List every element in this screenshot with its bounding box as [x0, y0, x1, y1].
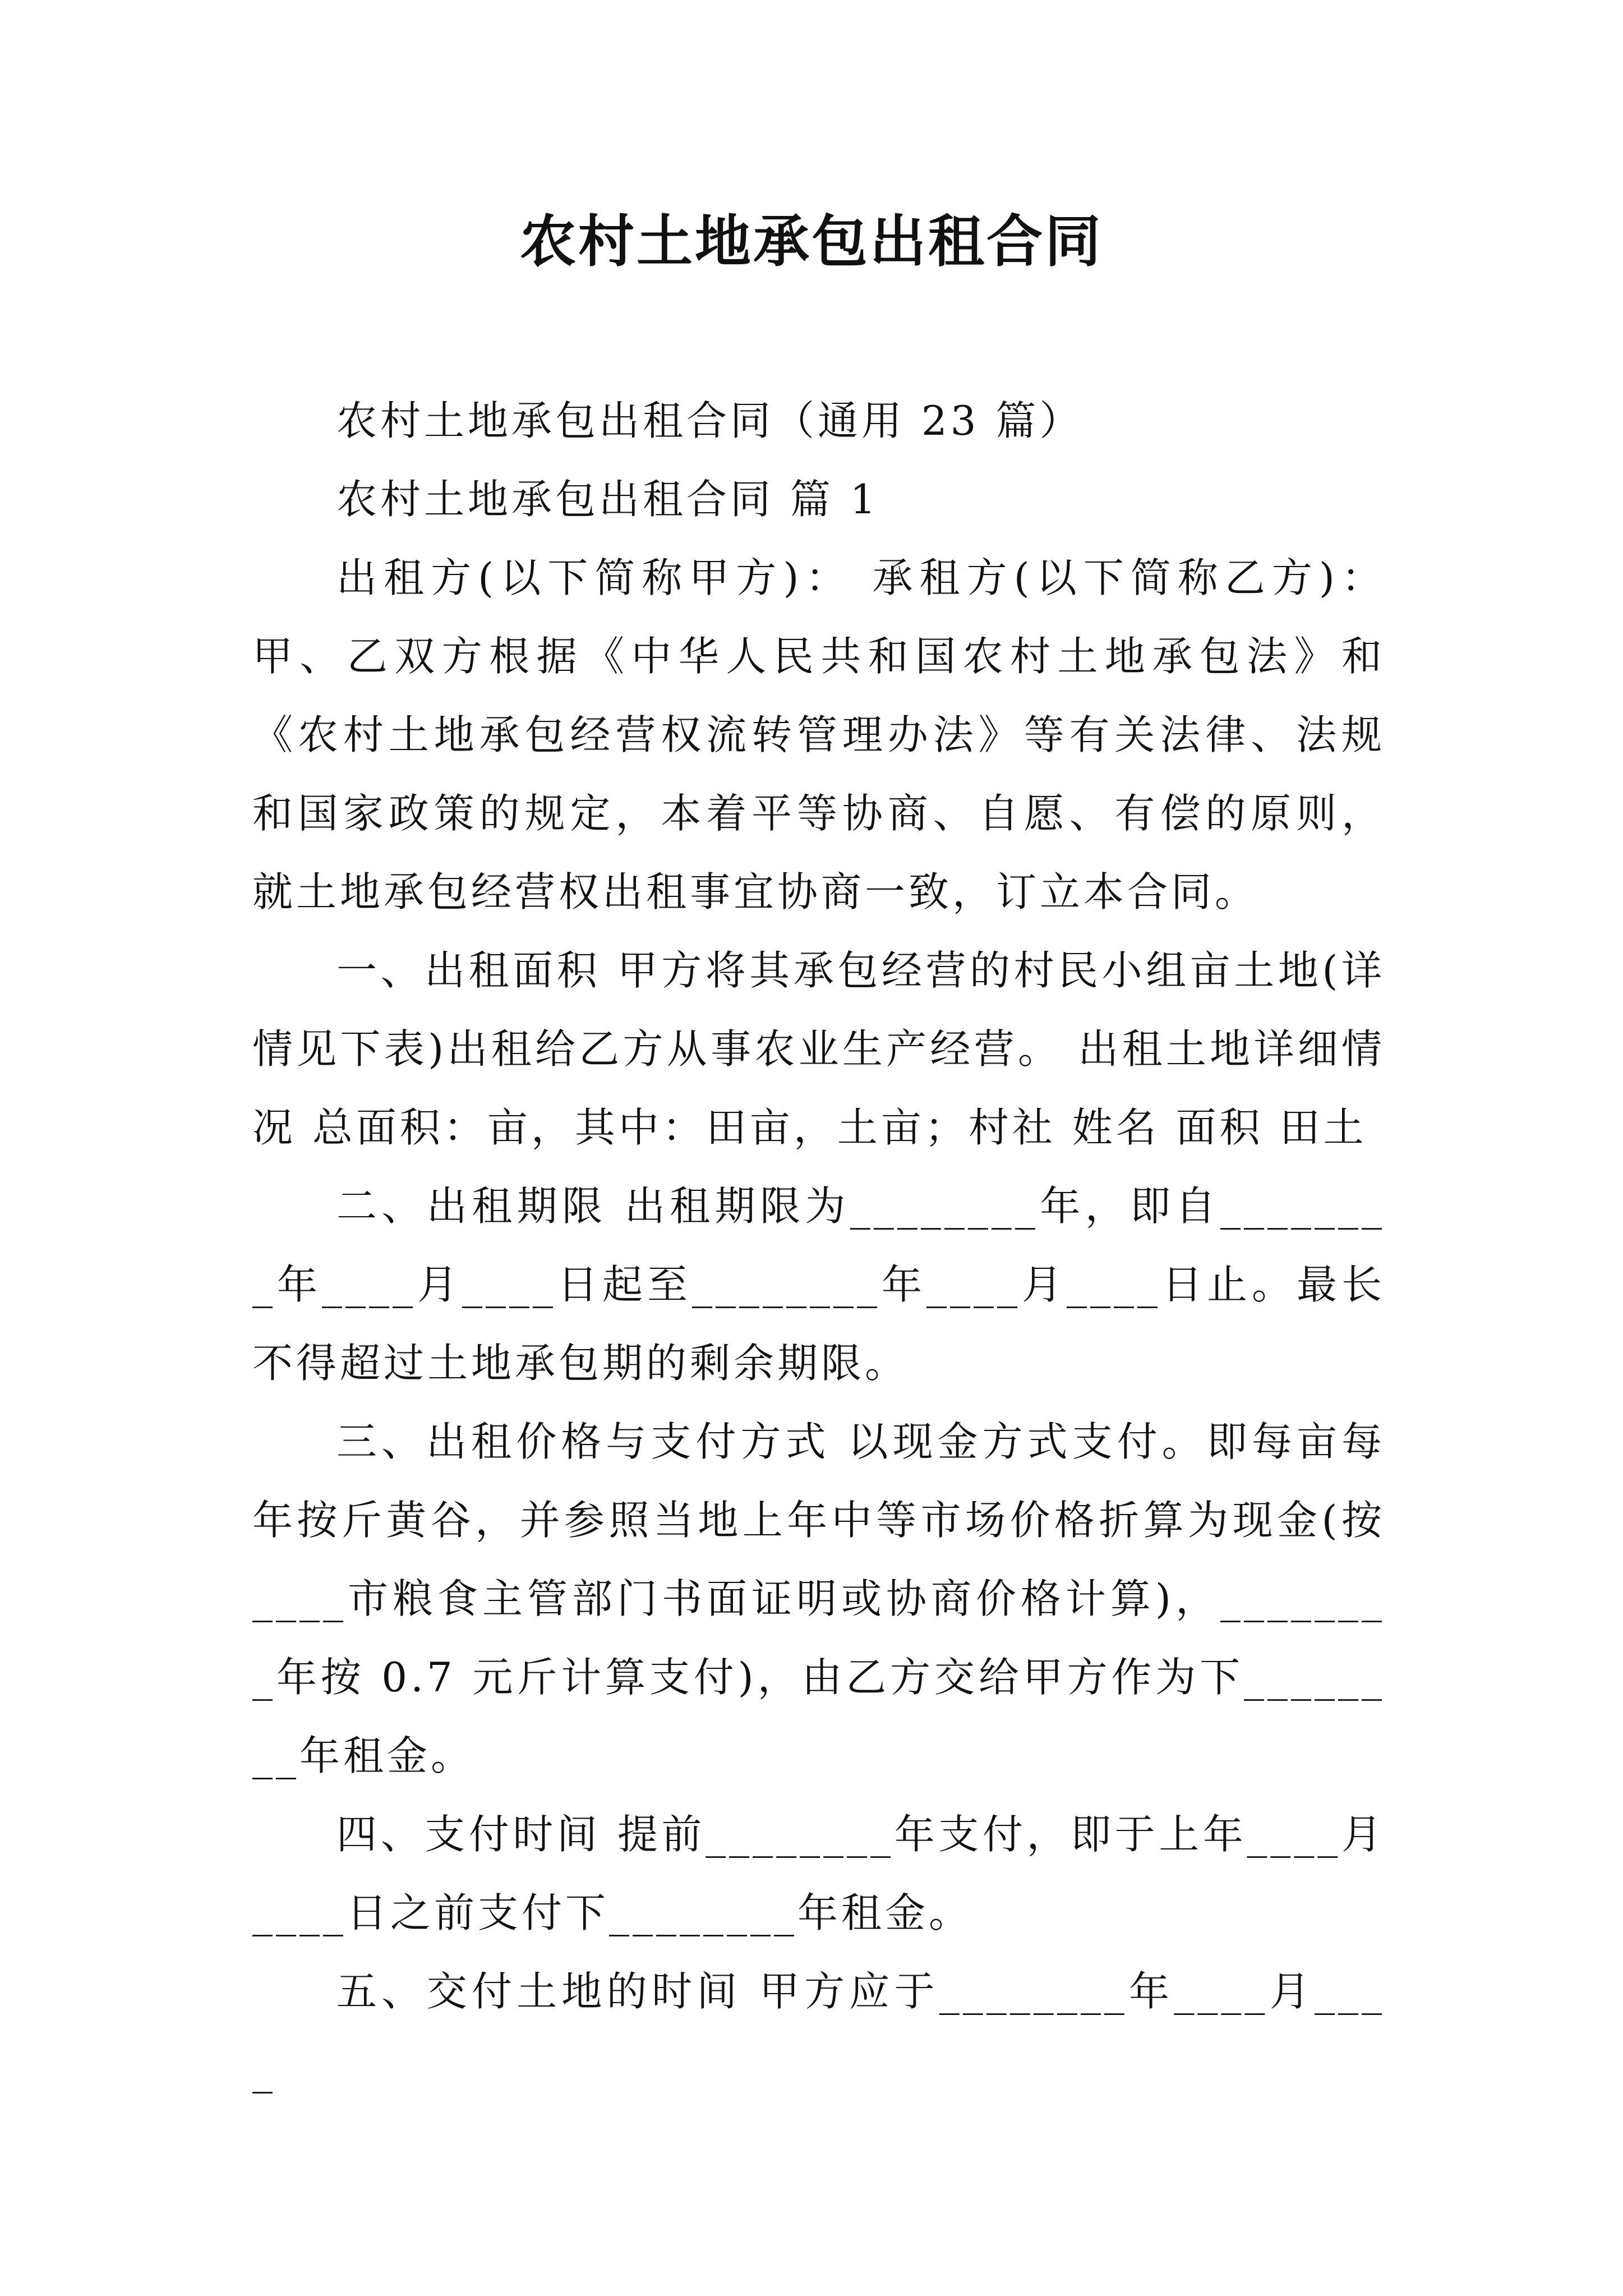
- document-title: 农村土地承包出租合同: [520, 208, 1103, 274]
- paragraph-preamble: 出租方(以下简称甲方)： 承租方(以下简称乙方)： 甲、乙双方根据《中华人民共和国农村土地承包法》和《农村土地承包经营权流转管理办法》等有关法律、法规和国家政策的规定，本着平等协商、自愿、有偿的原则，就土地承包经营权出租事宜协商一致，订立本合同。: [252, 554, 1385, 915]
- paragraph-section-heading: 农村土地承包出租合同 篇 1: [336, 476, 879, 523]
- paragraph-clause-2: 二、出租期限 出租期限为________年，即自________年____月____日起至________年____月____日止。最长不得超过土地承包期的剩余期限。: [252, 1182, 1385, 1387]
- paragraph-clause-5: 五、交付土地的时间 甲方应于________年____月____: [252, 1968, 1385, 2093]
- paragraph-subtitle: 农村土地承包出租合同（通用 23 篇）: [336, 397, 1083, 444]
- paragraph-clause-4: 四、支付时间 提前________年支付，即于上年____月____日之前支付下________年租金。: [252, 1811, 1385, 1936]
- document-body: [252, 381, 1385, 2109]
- paragraph-clause-3: 三、出租价格与支付方式 以现金方式支付。即每亩每年按斤黄谷，并参照当地上年中等市场价格折算为现金(按____市粮食主管部门书面证明或协商价格计算)，________年按 0.7 元斤计算支付)，由乙方交给甲方作为下________年租金。: [252, 1418, 1385, 1779]
- paragraph-clause-1: 一、出租面积 甲方将其承包经营的村民小组亩土地(详情见下表)出租给乙方从事农业生产经营。 出租土地详细情况 总面积：亩，其中：田亩，土亩；村社 姓名 面积 田土: [252, 947, 1385, 1151]
